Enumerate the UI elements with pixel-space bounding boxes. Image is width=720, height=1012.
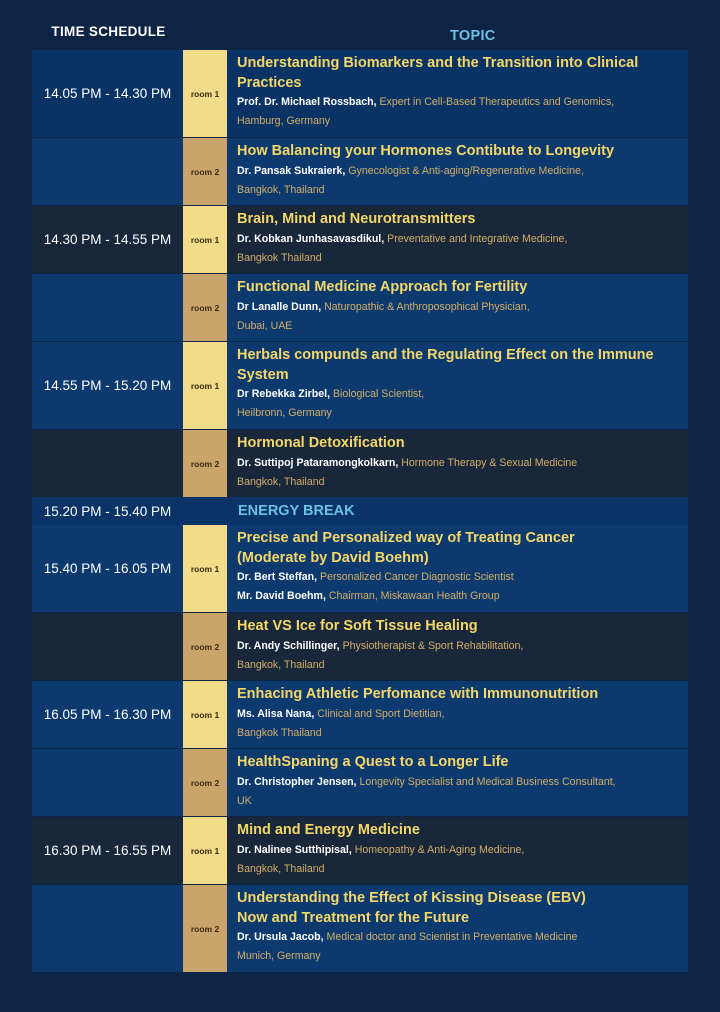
speaker-description: Personalized Cancer Diagnostic Scientist (317, 571, 514, 583)
speaker-line (237, 404, 684, 423)
session-row (32, 138, 688, 205)
session-row (32, 681, 688, 748)
speaker-name: Ms. Alisa Nana, (237, 707, 315, 720)
speaker-description: Chairman, Miskawaan Health Group (325, 590, 500, 602)
session-row (32, 274, 688, 341)
speaker-description: Bangkok, Thailand (237, 862, 325, 875)
speaker-line (237, 773, 684, 792)
speaker-name: Dr. Nalinee Sutthipisal, (237, 843, 352, 856)
speaker-line (237, 230, 684, 249)
session-title-line: Understanding Biomarkers and the Transition into Clinical (237, 55, 639, 71)
room-badge: room 1 (183, 525, 227, 612)
speaker-line (237, 385, 684, 404)
session-row (32, 885, 688, 972)
speaker-name: Dr Lanalle Dunn, (237, 300, 322, 313)
session-title-line: HealthSpaning a Quest to a Longer Life (237, 754, 509, 770)
speaker-line (237, 473, 684, 492)
room-badge: room 2 (183, 274, 227, 341)
session-time (32, 274, 183, 341)
session-time (32, 885, 183, 972)
session-time (32, 430, 183, 497)
session-time: 14.55 PM - 15.20 PM (43, 378, 172, 393)
session-topic (227, 274, 688, 341)
schedule-table (32, 50, 688, 972)
room-badge: room 2 (183, 749, 227, 816)
session-title-line: Practices (237, 74, 302, 91)
session-topic (227, 342, 688, 429)
speaker-name: Dr. Suttipoj Pataramongkolkarn, (237, 456, 399, 469)
room-badge: room 1 (183, 50, 227, 137)
speaker-line (237, 181, 684, 200)
speaker-description: Dubai, UAE (237, 319, 293, 332)
speaker-line (237, 705, 684, 724)
speaker-description: Bangkok, Thailand (237, 475, 325, 488)
session-title-line: Hormonal Detoxification (237, 435, 405, 451)
speaker-name: Dr. Kobkan Junhasavasdikul, (237, 232, 385, 245)
speaker-line (237, 162, 684, 181)
session-row (32, 50, 688, 137)
session-topic (227, 613, 688, 680)
room-badge: room 2 (183, 430, 227, 497)
room-badge: room 2 (183, 613, 227, 680)
speaker-line (237, 93, 684, 112)
room-badge: room 1 (183, 206, 227, 273)
session-topic (227, 749, 688, 816)
speaker-line (237, 637, 684, 656)
room-badge: room 1 (183, 342, 227, 429)
speaker-description: UK (237, 794, 252, 807)
speaker-description: Bangkok, Thailand (237, 658, 325, 671)
session-time: 14.05 PM - 14.30 PM (43, 86, 172, 101)
speaker-line (237, 317, 684, 336)
break-label: ENERGY BREAK (238, 503, 355, 519)
speaker-description: Hamburg, Germany (237, 115, 331, 127)
speaker-description: Hormone Therapy & Sexual Medicine (398, 456, 578, 469)
speaker-line (237, 298, 684, 317)
session-title-line: System (237, 366, 289, 383)
energy-break-row (32, 497, 688, 525)
session-topic (227, 138, 688, 205)
speaker-line (237, 249, 684, 268)
session-title-line: Herbals compunds and the Regulating Effect on the Immune (237, 347, 654, 363)
topic-header: TOPIC (450, 28, 496, 44)
speaker-line (237, 587, 684, 606)
speaker-line (237, 841, 684, 860)
session-row (32, 342, 688, 429)
speaker-line (237, 928, 684, 947)
speaker-description: Longevity Specialist and Medical Business Consultant, (356, 775, 616, 788)
session-title-line: Brain, Mind and Neurotransmitters (237, 211, 476, 227)
speaker-name: Mr. David Boehm, (237, 590, 326, 602)
speaker-description: Homeopathy & Anti-Aging Medicine, (351, 843, 525, 856)
break-time: 15.20 PM - 15.40 PM (43, 503, 172, 519)
session-title-line: (Moderate by David Boehm) (237, 549, 429, 566)
speaker-line (237, 947, 684, 966)
session-time (32, 749, 183, 816)
room-badge: room 1 (183, 817, 227, 884)
speaker-name: Dr Rebekka Zirbel, (237, 388, 331, 400)
session-title-line: Understanding the Effect of Kissing Disease (EBV) (237, 890, 586, 906)
speaker-description: Preventative and Integrative Medicine, (384, 232, 568, 245)
speaker-description: Bangkok, Thailand (237, 183, 325, 196)
session-topic (227, 50, 688, 137)
session-time (32, 613, 183, 680)
session-title-line: Enhacing Athletic Perfomance with Immunonutrition (237, 686, 599, 702)
session-title-line: Now and Treatment for the Future (237, 909, 470, 926)
speaker-description: Heilbronn, Germany (237, 407, 332, 419)
room-badge: room 2 (183, 138, 227, 205)
session-title-line: Functional Medicine Approach for Fertility (237, 279, 528, 295)
session-topic (227, 206, 688, 273)
session-time: 16.05 PM - 16.30 PM (43, 707, 172, 722)
speaker-description: Clinical and Sport Dietitian, (314, 707, 445, 720)
room-badge: room 1 (183, 681, 227, 748)
session-title-line: Mind and Energy Medicine (237, 822, 420, 838)
speaker-name: Dr. Ursula Jacob, (237, 931, 324, 943)
speaker-description: Munich, Germany (237, 950, 321, 962)
session-title-line: Heat VS Ice for Soft Tissue Healing (237, 618, 478, 634)
speaker-description: Gynecologist & Anti-aging/Regenerative Medicine, (345, 164, 584, 177)
speaker-name: Dr. Andy Schillinger, (237, 639, 340, 652)
room-badge: room 2 (183, 885, 227, 972)
speaker-line (237, 454, 684, 473)
speaker-description: Biological Scientist, (330, 388, 425, 400)
session-title-line: How Balancing your Hormones Contibute to Longevity (237, 143, 615, 159)
session-topic (227, 817, 688, 884)
session-row (32, 749, 688, 816)
speaker-line (237, 568, 684, 587)
session-title-line: Precise and Personalized way of Treating Cancer (237, 530, 575, 546)
session-row (32, 613, 688, 680)
session-row (32, 525, 688, 612)
speaker-line (237, 792, 684, 811)
session-time (32, 138, 183, 205)
session-topic (227, 430, 688, 497)
speaker-description: Bangkok Thailand (237, 726, 322, 739)
session-topic (227, 525, 688, 612)
speaker-line (237, 656, 684, 675)
speaker-name: Prof. Dr. Michael Rossbach, (237, 96, 377, 108)
speaker-description: Medical doctor and Scientist in Preventative Medicine (323, 931, 578, 943)
speaker-description: Expert in Cell-Based Therapeutics and Genomics, (376, 96, 615, 108)
time-schedule-header: TIME SCHEDULE (51, 24, 166, 39)
session-row (32, 206, 688, 273)
session-row (32, 430, 688, 497)
session-topic (227, 885, 688, 972)
speaker-description: Bangkok Thailand (237, 251, 322, 264)
session-time: 16.30 PM - 16.55 PM (43, 843, 172, 858)
speaker-description: Naturopathic & Anthroposophical Physician, (321, 300, 530, 313)
speaker-line (237, 724, 684, 743)
speaker-description: Physiotherapist & Sport Rehabilitation, (339, 639, 524, 652)
speaker-line (237, 112, 684, 131)
session-topic (227, 681, 688, 748)
session-time: 14.30 PM - 14.55 PM (43, 232, 172, 247)
speaker-name: Dr. Pansak Sukraierk, (237, 164, 346, 177)
speaker-name: Dr. Christopher Jensen, (237, 775, 357, 788)
session-row (32, 817, 688, 884)
speaker-name: Dr. Bert Steffan, (237, 571, 318, 583)
session-time: 15.40 PM - 16.05 PM (43, 561, 172, 576)
speaker-line (237, 860, 684, 879)
